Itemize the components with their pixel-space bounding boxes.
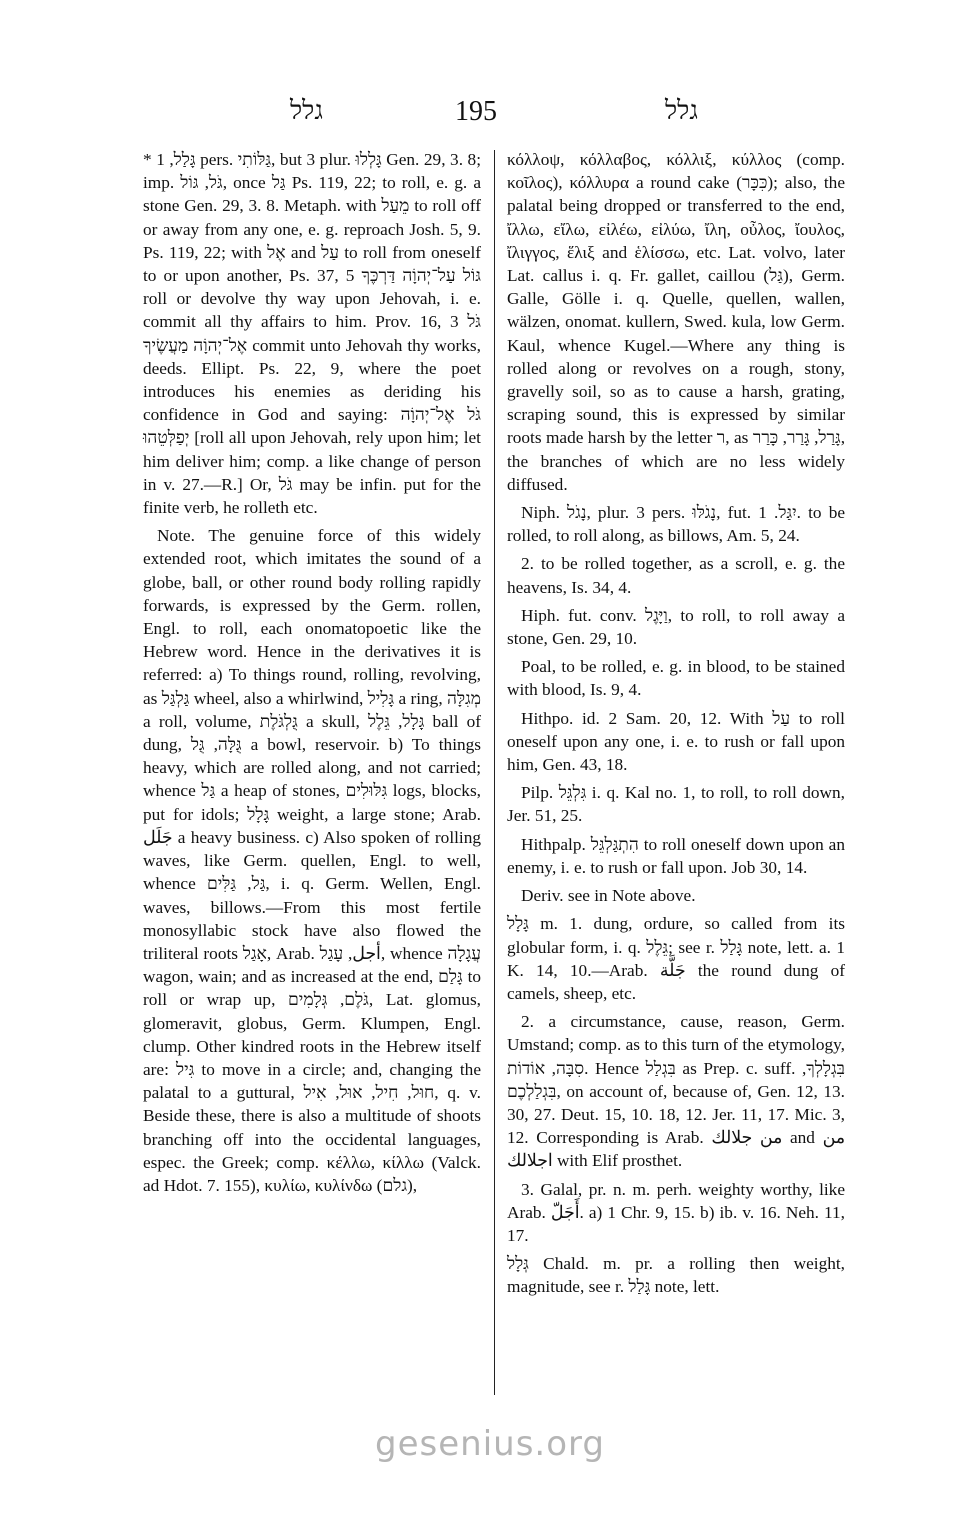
derivation-paragraph: Deriv. see in Note above. [521,886,696,906]
column-divider [494,150,495,1395]
entry-gelal-chaldee: גְּלָל Chald. m. pr. a rolling then weight, magnitude, see r. גָּלַל note, lett. [507,1254,845,1297]
hithpalpel-paragraph: Hithpalp. הִתְגַּלְגֵּל to roll oneself down upon an enemy, i. e. to rush or fall upon. Job 30, 14. [507,834,845,877]
niphal-sense-2: 2. to be rolled together, as a scroll, e. g. the heavens, Is. 34, 4. [507,554,845,597]
noun-sense-2: 2. a circumstance, cause, reason, Germ. Umstand; comp. as to this turn of the etymology, סִבָּה, אוֹדוֹת. Hence בִּגְלַל as Prep. c. suff. בִּגְלָלְךָ, בִּגְלַלְכֶם, on account of, because of, Gen. 12, 13. 30, 27. Deut. 15, 10. 18, 12. Jer. 11, 17. Mic. 3, 12. Corresponding is Arab. من جلالك and من اجلالك with Elif prosthet. [507,1012,846,1171]
left-column [143,148,481,1202]
entry-galal-noun: גָּלָל m. 1. dung, ordure, so called from its globular form, i. q. גֵּלֶל; see r. גָּלַל note, lett. a. 1 K. 14, 10.—Arab. جَلَّة the round dung of camels, sheep, etc. [507,914,845,1003]
pilpel-paragraph: Pilp. גִּלְגֵּל i. q. Kal no. 1, to roll, to roll down, Jer. 51, 25. [507,783,845,826]
noun-sense-3: 3. Galal, pr. n. m. perh. weighty worthy, like Arab. أَجَلّ. a) 1 Chr. 9, 15. b) ib. v. 16. Neh. 11, 17. [507,1179,845,1245]
niphal-paragraph: Niph. נָגֹל, plur. 3 pers. נָגֹלּוּ, fut. יִגַּל. 1. to be rolled, to roll along, as billows, Am. 5, 24. [507,503,846,546]
page-number: 195 [455,96,497,127]
right-column [507,148,845,1304]
poal-paragraph: Poal, to be rolled, e. g. in blood, to be stained with blood, Is. 9, 4. [507,657,845,700]
note-continuation: κόλλοψ, κόλλαβος, κόλλιξ, κύλλος (comp. κοῖλος), κόλλυρα a round cake (כִּכָּר); also, the palatal being dropped or transferred to the end, ἴλλω, εἴλω, εἰλέω, εἰλύω, ἴλη, οὖλος, ἴουλος, ἴλιγγος, ἕλιξ and ἑλίσσω, etc. Lat. volvo, later Lat. callus i. q. Fr. gallet, caillou (גַּל), Germ. Galle, Gölle i. q. Quelle, quellen, wallen, wälzen, onomat. kullern, Swed. kula, low Germ. Kaul, whence Kugel.—Where any thing is rolled along or revolves on a rough, stony, gravelly soil, so as to cause a harsh, grating, scraping sound, this is expressed by similar roots made harsh by the letter ר, as גָּרַל, גָּרַר, כָּרַר, the branches of which are no less widely diffused. [507,150,846,494]
hithpoel-paragraph: Hithpo. id. 2 Sam. 20, 12. With עַל to roll oneself upon any one, i. e. to rush or fall upon him, Gen. 43, 18. [507,708,845,775]
header-left-word: גלל [290,96,323,126]
entry-galal-verb: * גָּלַל, 1 pers. גַּלּוֹתִי, but 3 plur. גָּלְלוּ Gen. 29, 3. 8; imp. גֹּל, גּוֹל, once גַּל Ps. 119, 22; to roll, e. g. a stone Gen. 29, 3. 8. Metaph. with מֵעַל to roll off or away from any one, e. g. reproach Josh. 5, 9. Ps. 119, 22; with אֶל and עַל to roll from oneself to or upon another, Ps. 37, 5 גּוֹל עַל־יְהוָֹה דַּרְכֶּךָ roll or devolve thy way upon Jehovah, i. e. commit all thy affairs to him. Prov. 16, 3 גֹּל אֶל־יְהוָֹה מַעֲשֶׂיךָ commit unto Jehovah thy works, deeds. Ellipt. Ps. 22, 9, where the poet introduces his enemies as deriding his confidence in God and saying: גֹּל אֶל־יְהוָֹה יְפַלְּטֵהוּ [roll all upon Jehovah, rely upon him; let him deliver him; comp. a like change of person in v. 27.—R.] Or, גֹּל may be infin. put for the finite verb, he rolleth etc. [143,150,481,518]
watermark: gesenius.org [375,1424,605,1464]
hiphil-paragraph: Hiph. fut. conv. וַיָּגֶל, to roll, to roll away a stone, Gen. 29, 10. [507,605,846,649]
header-right-word: גלל [665,96,698,126]
note-paragraph: Note. The genuine force of this widely extended root, which imitates the sound of a globe, ball, or other round body rolling rapidly forwards, is expressed by the Germ. rollen, Engl. to roll, each onomatopoetic like the Hebrew word. Hence in the derivatives it is referred: a) To things round, rolling, revolving, as גַּלְגַּל wheel, also a whirlwind, גָּלִיל a ring, מְגִלָּה a roll, volume, גֻּלְגֹּלֶת a skull, גָּלָל, גֵּלֶל ball of dung, גֻּלָּה, גֻּל a bowl, reservoir. b) To things heavy, which are rolled along, and not carried; whence גַּל a heap of stones, גִּלּוּלִים logs, blocks, put for idols; גָּלָל weight, a large stone; Arab. جَلَل a heavy business. c) Also spoken of rolling waves, like Germ. quellen, Engl. to well, whence גַּל, גַּלִּים, i. q. Germ. Wellen, Engl. waves, billows.—From this most fertile monosyllabic stock have also flowed the triliteral roots אָגַל, Arab. أجل, עָגַל, whence עֲגָלָה wagon, wain; and as increased at the end, גָּלַם to roll or wrap up, גֹּלֶם, גְּלָמִים, Lat. glomus, glomeravit, globus, Germ. Klumpen, Engl. clump. Other kindred roots in the Hebrew itself are: גִּיל to move in a circle; and, changing the palatal to a guttural, חוּל, חִיל, אוּל, אִיל, q. v. Beside these, there is also a multitude of shoots branching off into the occidental languages, espec. the Greek; comp. κέλλω, κίλλω (Valck. ad Hdot. 7. 155), κυλίω, κυλίνδω (גלם), [143,526,482,1195]
